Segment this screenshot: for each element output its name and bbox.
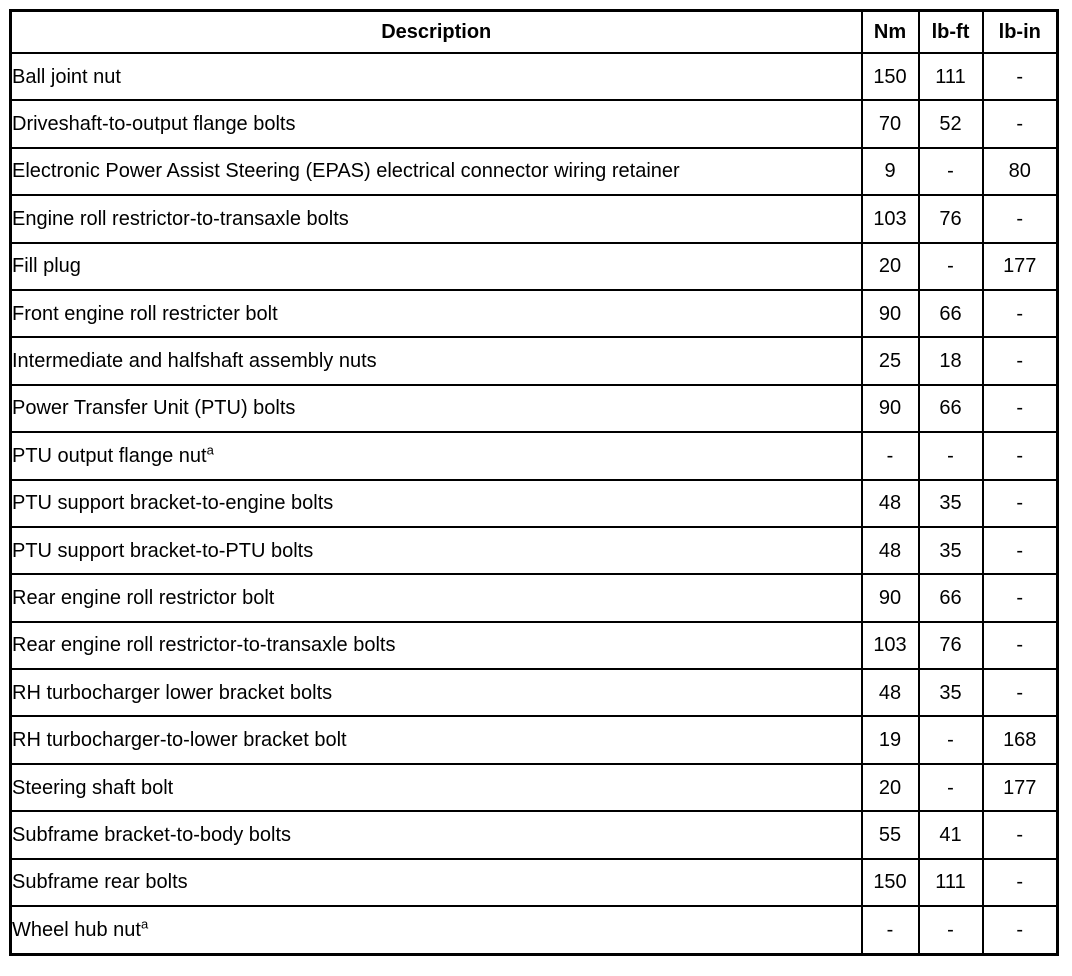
description-cell: [11, 716, 862, 763]
nm-value: 19: [862, 716, 919, 763]
lbft-value: -: [919, 906, 983, 954]
lbin-value: -: [983, 195, 1058, 242]
lbft-value: 66: [919, 290, 983, 337]
torque-spec-table: [9, 9, 1059, 956]
lbin-value: -: [983, 859, 1058, 906]
lbft-value: 35: [919, 669, 983, 716]
lbin-value: -: [983, 480, 1058, 527]
nm-value: 70: [862, 100, 919, 147]
table-row: [11, 148, 1058, 195]
lbin-value: -: [983, 290, 1058, 337]
table-row: [11, 622, 1058, 669]
nm-value: 25: [862, 337, 919, 384]
description-cell: [11, 53, 862, 100]
description-cell: [11, 764, 862, 811]
table-row: [11, 100, 1058, 147]
description-text: PTU support bracket-to-PTU bolts: [12, 539, 314, 562]
lbft-value: -: [919, 432, 983, 479]
nm-value: 48: [862, 480, 919, 527]
table-row: [11, 290, 1058, 337]
lbft-value: 66: [919, 385, 983, 432]
description-cell: [11, 669, 862, 716]
lbft-value: 41: [919, 811, 983, 858]
description-text: Intermediate and halfshaft assembly nuts: [12, 350, 377, 373]
table-row: [11, 716, 1058, 763]
nm-value: -: [862, 906, 919, 954]
description-text: Power Transfer Unit (PTU) bolts: [12, 397, 296, 420]
table-row: [11, 432, 1058, 479]
lbin-value: 177: [983, 764, 1058, 811]
lbin-value: -: [983, 906, 1058, 954]
description-text: PTU support bracket-to-engine bolts: [12, 492, 334, 515]
lbft-value: 111: [919, 53, 983, 100]
lbft-value: 76: [919, 622, 983, 669]
table-row: [11, 764, 1058, 811]
table-header-row: [11, 11, 1058, 54]
nm-value: 103: [862, 622, 919, 669]
nm-value: 20: [862, 764, 919, 811]
lbft-value: 18: [919, 337, 983, 384]
lbin-value: -: [983, 669, 1058, 716]
description-cell: [11, 243, 862, 290]
table-row: [11, 574, 1058, 621]
lbin-value: 168: [983, 716, 1058, 763]
nm-value: 90: [862, 385, 919, 432]
table-row: [11, 480, 1058, 527]
nm-value: 90: [862, 290, 919, 337]
description-cell: [11, 337, 862, 384]
nm-value: 20: [862, 243, 919, 290]
lbin-value: -: [983, 622, 1058, 669]
lbft-value: -: [919, 716, 983, 763]
table-row: [11, 195, 1058, 242]
table-row: [11, 669, 1058, 716]
lbin-value: -: [983, 385, 1058, 432]
lbin-value: -: [983, 432, 1058, 479]
lbin-value: -: [983, 337, 1058, 384]
footnote-marker: a: [140, 916, 149, 932]
description-cell: [11, 811, 862, 858]
header-lbin: lb-in: [983, 11, 1058, 54]
description-cell: [11, 906, 862, 954]
table-row: [11, 385, 1058, 432]
description-text: Subframe bracket-to-body bolts: [12, 823, 292, 846]
table-row: [11, 243, 1058, 290]
nm-value: 150: [862, 859, 919, 906]
lbin-value: -: [983, 100, 1058, 147]
lbft-value: -: [919, 764, 983, 811]
description-text: Engine roll restrictor-to-transaxle bolts: [12, 207, 349, 230]
nm-value: 9: [862, 148, 919, 195]
description-cell: [11, 100, 862, 147]
lbft-value: -: [919, 148, 983, 195]
lbft-value: -: [919, 243, 983, 290]
nm-value: 55: [862, 811, 919, 858]
table-row: [11, 906, 1058, 954]
lbft-value: 35: [919, 480, 983, 527]
lbin-value: 177: [983, 243, 1058, 290]
description-text: Rear engine roll restrictor bolt: [12, 586, 275, 609]
table-row: [11, 859, 1058, 906]
lbin-value: -: [983, 527, 1058, 574]
lbin-value: 80: [983, 148, 1058, 195]
lbft-value: 76: [919, 195, 983, 242]
description-cell: [11, 574, 862, 621]
description-cell: [11, 148, 862, 195]
description-text: Steering shaft bolt: [12, 776, 174, 799]
nm-value: -: [862, 432, 919, 479]
table-row: [11, 53, 1058, 100]
description-text: Subframe rear bolts: [12, 871, 188, 894]
description-text: Fill plug: [12, 255, 81, 278]
header-nm: Nm: [862, 11, 919, 54]
description-text: Wheel hub nut: [12, 919, 141, 942]
nm-value: 150: [862, 53, 919, 100]
lbft-value: 66: [919, 574, 983, 621]
lbin-value: -: [983, 53, 1058, 100]
description-text: RH turbocharger lower bracket bolts: [12, 681, 333, 704]
description-cell: [11, 622, 862, 669]
table-row: [11, 811, 1058, 858]
description-text: RH turbocharger-to-lower bracket bolt: [12, 729, 347, 752]
header-description: Description: [11, 11, 862, 54]
description-cell: [11, 859, 862, 906]
lbft-value: 111: [919, 859, 983, 906]
table-row: [11, 337, 1058, 384]
description-cell: [11, 195, 862, 242]
description-cell: [11, 290, 862, 337]
footnote-marker: a: [206, 442, 214, 458]
description-text: Ball joint nut: [12, 65, 121, 88]
nm-value: 103: [862, 195, 919, 242]
description-text: Front engine roll restricter bolt: [12, 302, 278, 325]
description-cell: [11, 480, 862, 527]
nm-value: 48: [862, 527, 919, 574]
description-text: Electronic Power Assist Steering (EPAS) electrical connector wiring retainer: [12, 160, 680, 183]
lbft-value: 35: [919, 527, 983, 574]
torque-spec-table-container: [9, 9, 1059, 956]
lbin-value: -: [983, 811, 1058, 858]
description-cell: [11, 385, 862, 432]
nm-value: 48: [862, 669, 919, 716]
description-cell: [11, 527, 862, 574]
lbin-value: -: [983, 574, 1058, 621]
description-text: Rear engine roll restrictor-to-transaxle bolts: [12, 634, 396, 657]
lbft-value: 52: [919, 100, 983, 147]
table-row: [11, 527, 1058, 574]
header-lbft: lb-ft: [919, 11, 983, 54]
description-text: Driveshaft-to-output flange bolts: [12, 113, 296, 136]
description-text: PTU output flange nut: [12, 444, 207, 467]
nm-value: 90: [862, 574, 919, 621]
description-cell: [11, 432, 862, 479]
